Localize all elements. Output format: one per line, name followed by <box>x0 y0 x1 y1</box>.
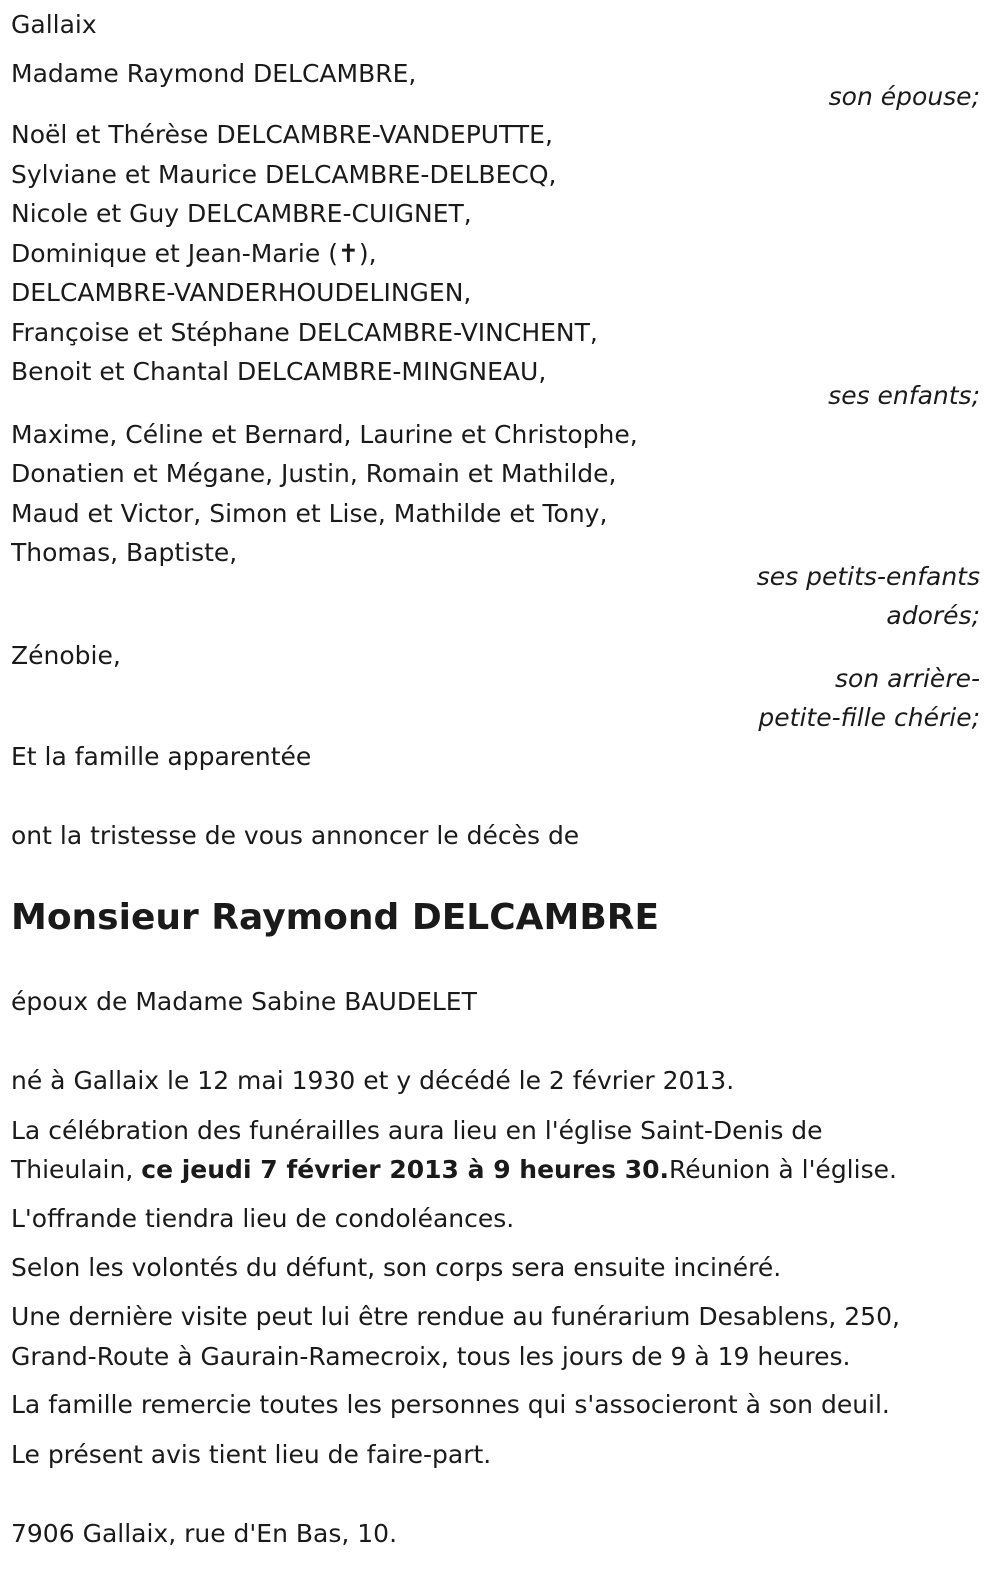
family-line: Et la famille apparentée <box>11 742 312 771</box>
announcement: ont la tristesse de vous annoncer le décès de <box>11 821 580 850</box>
spouse-role: son épouse; <box>828 82 980 111</box>
funeral-line-1: La célébration des funérailles aura lieu en l'église Saint-Denis de <box>11 1116 823 1145</box>
grandchild-line: Maxime, Céline et Bernard, Laurine et Christophe, <box>11 420 638 449</box>
child-line: Benoit et Chantal DELCAMBRE-MINGNEAU, <box>11 357 547 386</box>
address: 7906 Gallaix, rue d'En Bas, 10. <box>11 1519 398 1548</box>
spouse-name: Madame Raymond DELCAMBRE, <box>11 59 417 88</box>
child-line: Sylviane et Maurice DELCAMBRE-DELBECQ, <box>11 160 557 189</box>
child-line: Dominique et Jean-Marie (✝), <box>11 239 377 268</box>
visit-line-2: Grand-Route à Gaurain-Ramecroix, tous les jours de 9 à 19 heures. <box>11 1342 851 1371</box>
grandchild-line: Donatien et Mégane, Justin, Romain et Mathilde, <box>11 459 617 488</box>
grandchildren-role-2: adorés; <box>886 601 980 630</box>
funeral-meeting: Réunion à l'église. <box>669 1155 897 1184</box>
great-grandchild-role-2: petite-fille chérie; <box>758 703 980 732</box>
child-line: DELCAMBRE-VANDERHOUDELINGEN, <box>11 278 472 307</box>
great-grandchild-name: Zénobie, <box>11 641 121 670</box>
thanks-note: La famille remercie toutes les personnes qui s'associeront à son deuil. <box>11 1390 890 1419</box>
deceased-name: Monsieur Raymond DELCAMBRE <box>11 897 660 938</box>
grandchild-line: Thomas, Baptiste, <box>11 538 238 567</box>
place-header: Gallaix <box>11 10 97 39</box>
visit-line-1: Une dernière visite peut lui être rendue au funérarium Desablens, 250, <box>11 1302 900 1331</box>
notice-note: Le présent avis tient lieu de faire-part. <box>11 1440 492 1469</box>
child-line: Françoise et Stéphane DELCAMBRE-VINCHENT, <box>11 318 598 347</box>
offering-note: L'offrande tiendra lieu de condoléances. <box>11 1204 515 1233</box>
funeral-line-2 <box>11 1155 897 1185</box>
great-grandchild-role-1: son arrière- <box>835 664 980 693</box>
cremation-note: Selon les volontés du défunt, son corps sera ensuite incinéré. <box>11 1253 782 1282</box>
birth-death: né à Gallaix le 12 mai 1930 et y décédé le 2 février 2013. <box>11 1066 735 1095</box>
funeral-place: Thieulain, <box>11 1155 142 1184</box>
grandchild-line: Maud et Victor, Simon et Lise, Mathilde et Tony, <box>11 499 608 528</box>
grandchildren-role-1: ses petits-enfants <box>756 562 980 591</box>
funeral-date: ce jeudi 7 février 2013 à 9 heures 30. <box>141 1155 669 1184</box>
spouse-of: époux de Madame Sabine BAUDELET <box>11 987 477 1016</box>
children-role: ses enfants; <box>828 381 980 410</box>
child-line: Noël et Thérèse DELCAMBRE-VANDEPUTTE, <box>11 120 553 149</box>
child-line: Nicole et Guy DELCAMBRE-CUIGNET, <box>11 199 472 228</box>
